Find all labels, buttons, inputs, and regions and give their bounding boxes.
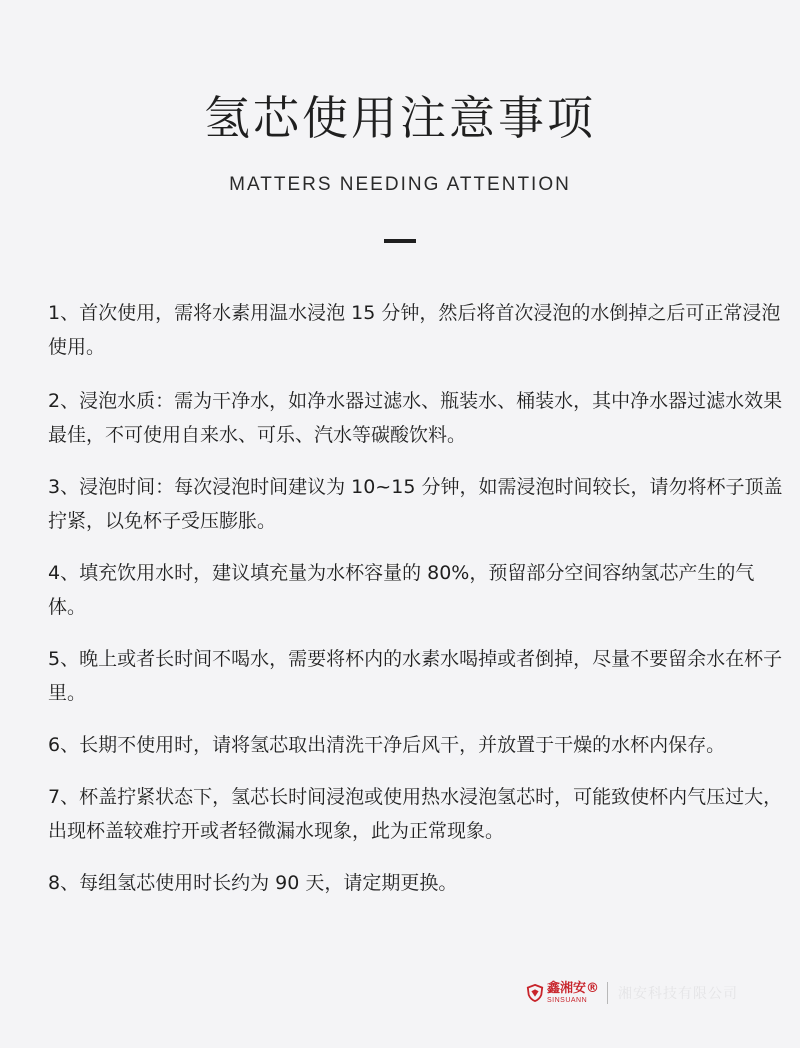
shield-icon: [526, 984, 544, 1002]
notice-item-6: 6、长期不使用时，请将氢芯取出清洗干净后风干，并放置于干燥的水杯内保存。: [48, 734, 726, 756]
notice-list: [48, 296, 788, 918]
notice-item-1: 1、首次使用，需将水素用温水浸泡 15 分钟，然后将首次浸泡的水倒掉之后可正常浸泡使用。: [48, 302, 781, 358]
notice-item-5: 5、晚上或者长时间不喝水，需要将杯内的水素水喝掉或者倒掉，尽量不要留余水在杯子里。: [48, 648, 783, 704]
page-title: 氢芯使用注意事项: [204, 91, 596, 145]
notice-item-2: 2、浸泡水质：需为干净水，如净水器过滤水、瓶装水、桶装水，其中净水器过滤水效果最佳，不可使用自来水、可乐、汽水等碳酸饮料。: [48, 390, 783, 446]
brand-logo: [526, 982, 599, 1004]
notice-item-7: 7、杯盖拧紧状态下，氢芯长时间浸泡或使用热水浸泡氢芯时，可能致使杯内气压过大，出现杯盖较难拧开或者轻微漏水现象，此为正常现象。: [48, 786, 783, 842]
footer: [526, 978, 738, 1008]
notice-item-4: 4、填充饮用水时，建议填充量为水杯容量的 80%，预留部分空间容纳氢芯产生的气体。: [48, 562, 755, 618]
title-divider: [384, 239, 416, 243]
footer-separator: [607, 982, 608, 1004]
notice-item-8: 8、每组氢芯使用时长约为 90 天，请定期更换。: [48, 872, 458, 894]
logo-english-name: SINSUANN: [547, 997, 588, 1004]
notice-item-3: 3、浸泡时间：每次浸泡时间建议为 10~15 分钟，如需浸泡时间较长，请勿将杯子顶盖拧紧，以免杯子受压膨胀。: [48, 476, 783, 532]
page-subtitle: MATTERS NEEDING ATTENTION: [229, 174, 571, 195]
company-name: 湘安科技有限公司: [618, 986, 739, 1002]
logo-chinese-name: 鑫湘安®: [547, 981, 600, 996]
